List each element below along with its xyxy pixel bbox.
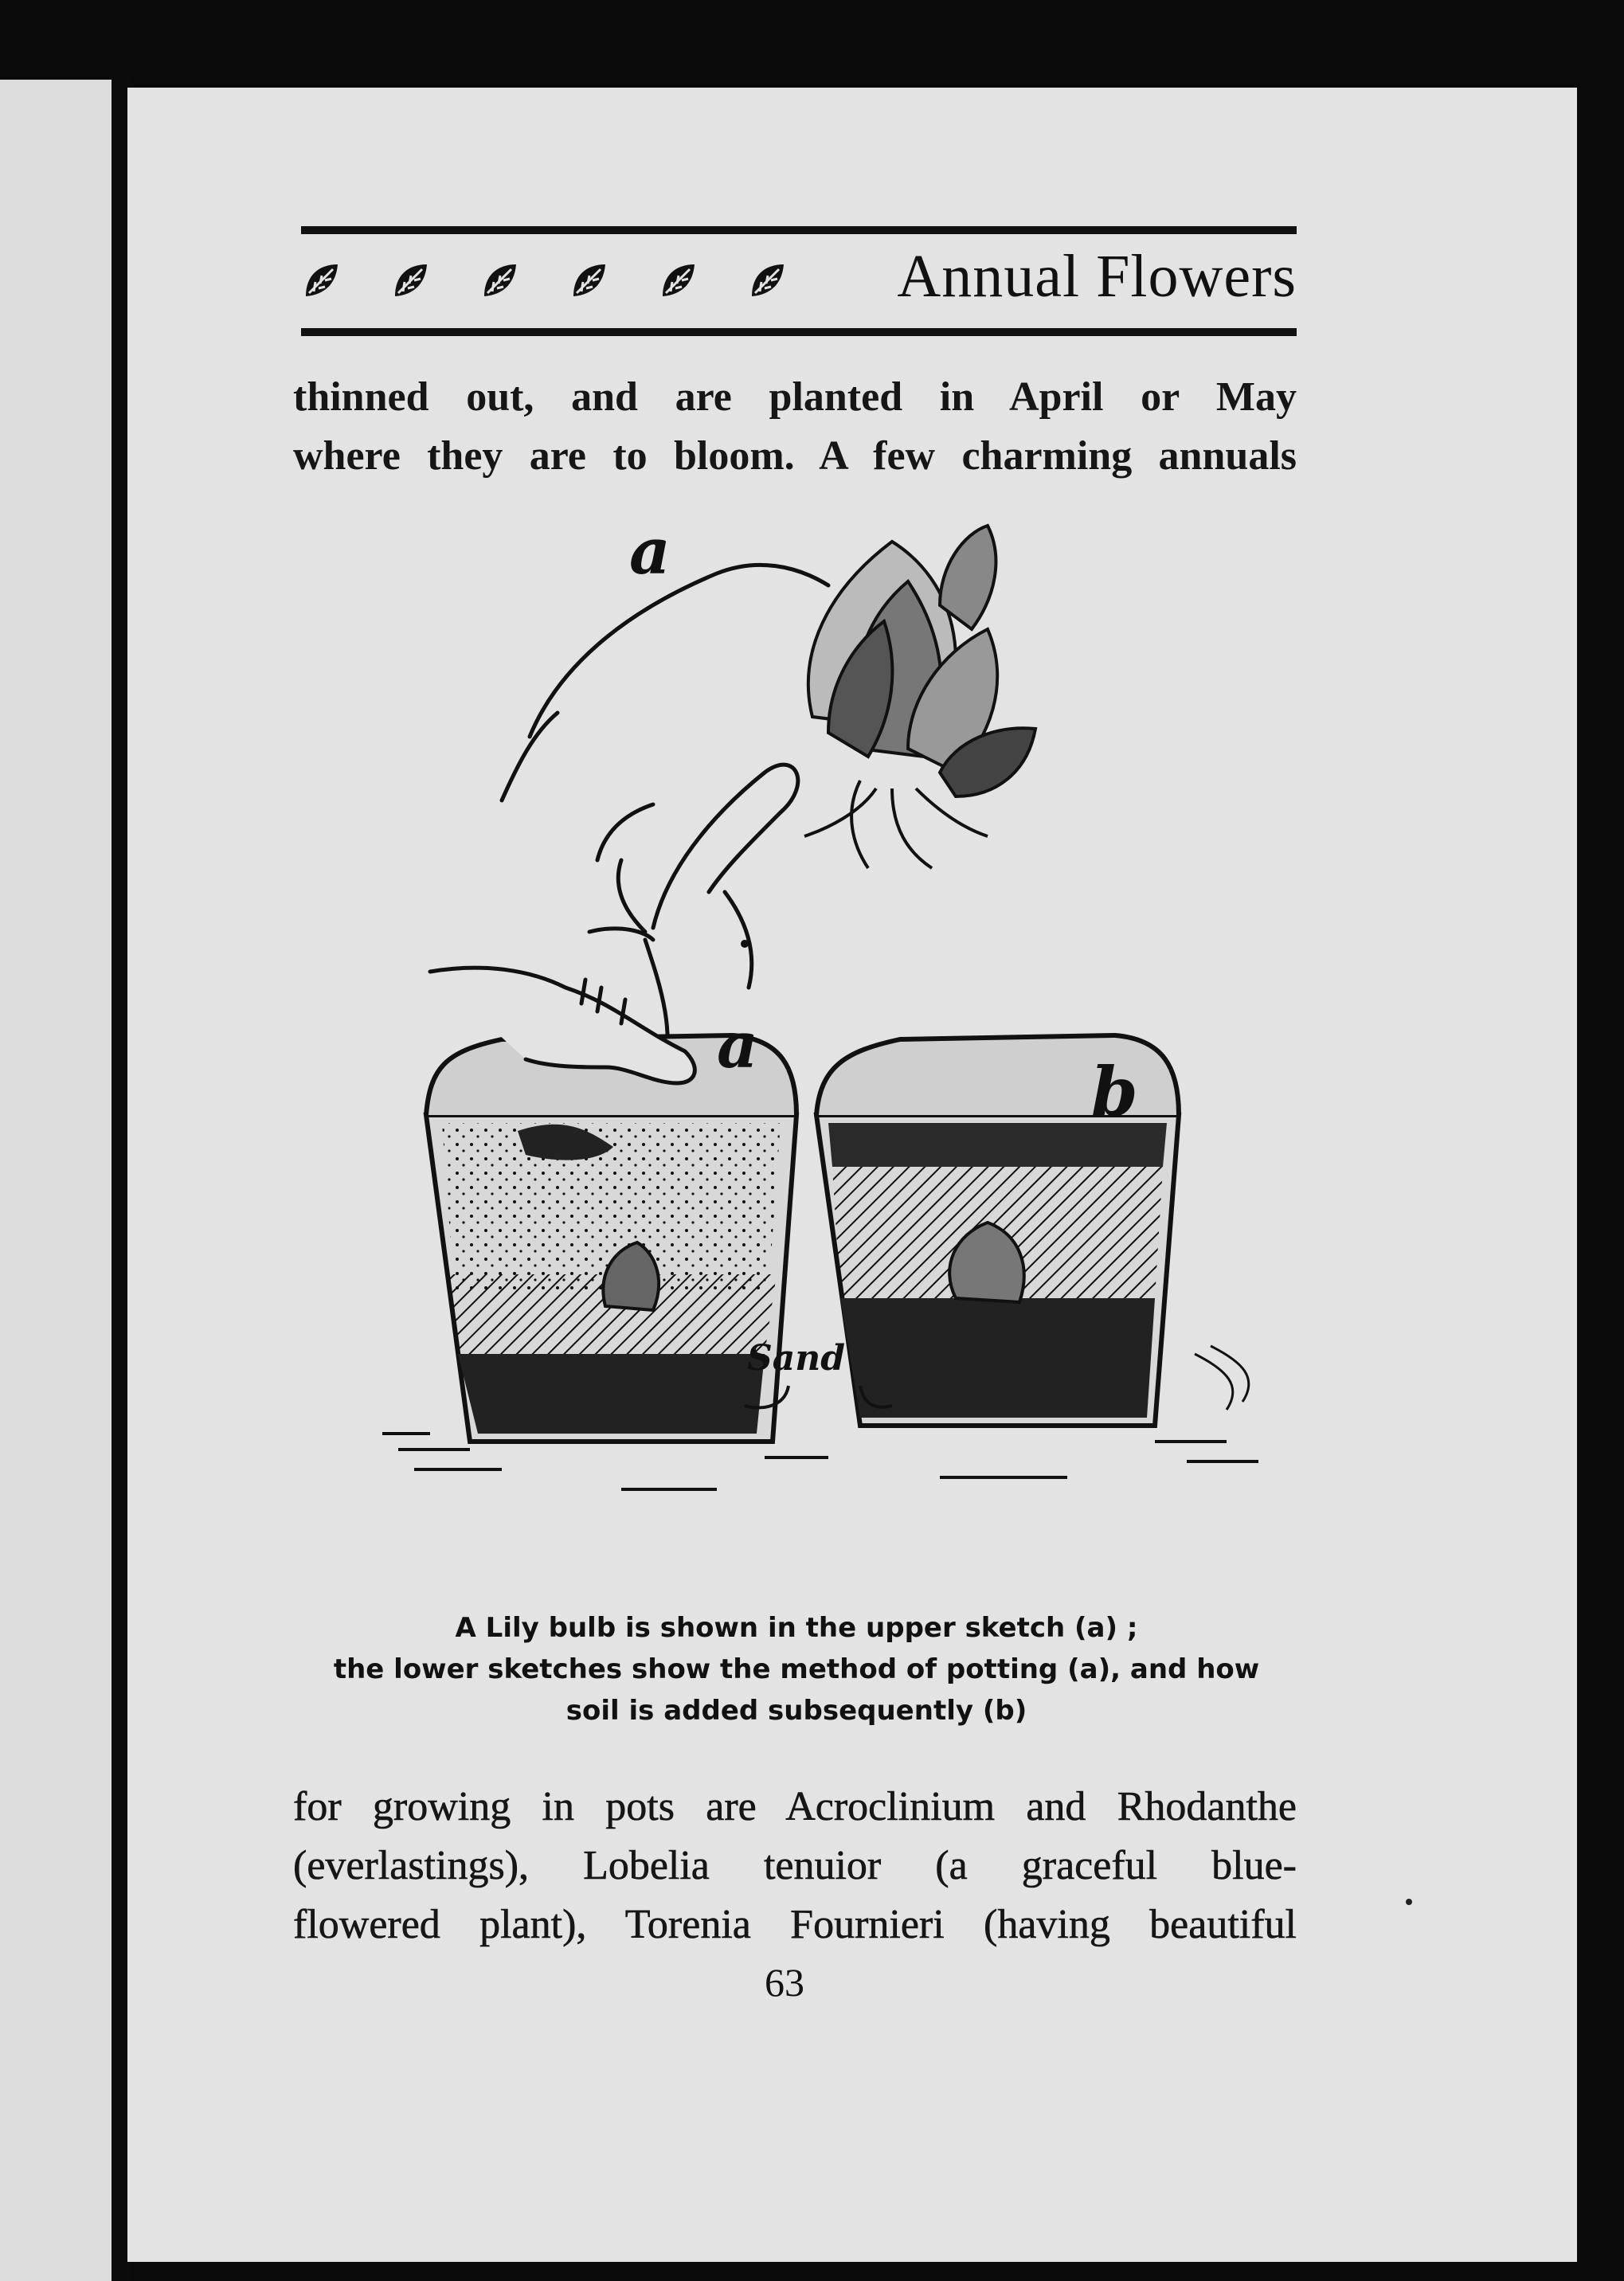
lily-bulb [804,526,1035,868]
running-header [301,239,1297,327]
caption-line: soil is added subsequently (b) [565,1695,1027,1727]
leaf-ornament-icon [569,260,610,301]
leaf-ornament-icon [747,260,789,301]
pot-b [816,1035,1249,1426]
label-lower-b: b [1091,1052,1138,1131]
lily-bulb-illustration [382,510,1274,1593]
text-line: for growing in pots are Acroclinium and Rhodanthe [293,1784,1297,1829]
caption-line: the lower sketches show the method of potting (a), and how [333,1653,1260,1685]
leaf-ornament-icon [658,260,699,301]
scan-speck [1406,1899,1412,1905]
caption-line: A Lily bulb is shown in the upper sketch (a) ; [455,1612,1138,1644]
label-lower-a: a [717,1007,758,1082]
leaf-ornaments [301,260,789,301]
header-rule-bottom [301,328,1297,336]
text-line: flowered plant), Torenia Fournieri (having beautiful [293,1902,1297,1947]
text-line: thinned out, and are planted in April or May [293,374,1297,420]
text-line: (everlastings), Lobelia tenuior (a graceful blue- [293,1843,1297,1888]
leaf-ornament-icon [479,260,521,301]
adjacent-page-edge [0,80,119,2281]
label-upper-a: a [629,514,671,589]
body-text-top [293,368,1297,486]
page-number: 63 [765,1960,804,2005]
text-line: where they are to bloom. A few charming annuals [293,433,1297,479]
running-title: Annual Flowers [897,243,1297,310]
body-text-bottom [293,1778,1297,1954]
pot-a [426,1035,796,1442]
leaf-ornament-icon [301,260,342,301]
label-sand: Sand [747,1338,846,1379]
header-rule-top [301,226,1297,234]
figure-caption [303,1607,1290,1731]
leaf-ornament-icon [390,260,432,301]
